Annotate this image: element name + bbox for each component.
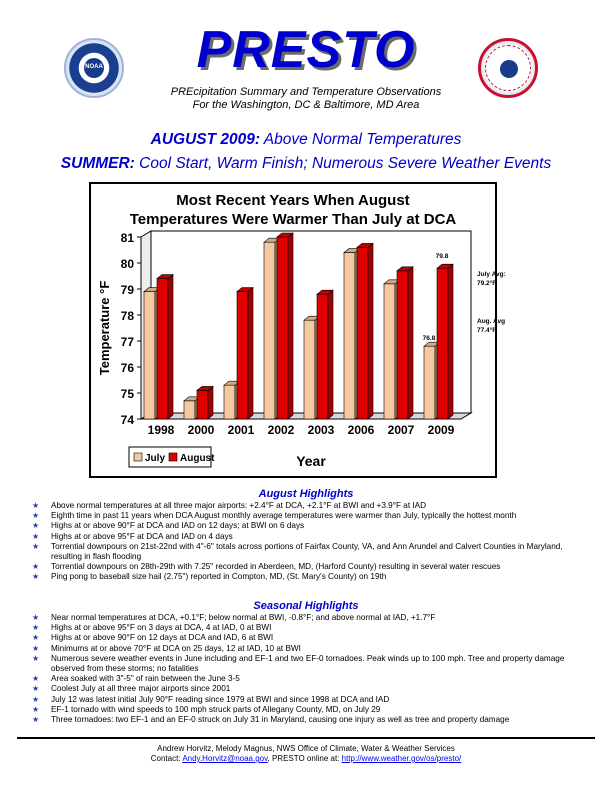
annotation-line2: 77.4°F bbox=[477, 327, 497, 334]
star-bullet-icon: ★ bbox=[32, 541, 40, 551]
subtitle-line2: For the Washington, DC & Baltimore, MD Area bbox=[192, 99, 420, 111]
x-tick-label: 2006 bbox=[347, 423, 375, 437]
footer-authors: Andrew Horvitz, Melody Magnus, NWS Office of Climate, Water & Weather Services bbox=[157, 744, 455, 753]
x-tick-label: 2002 bbox=[267, 423, 295, 437]
august-highlight-item bbox=[32, 572, 592, 582]
star-bullet-icon: ★ bbox=[32, 715, 40, 725]
seasonal-highlight-item-text: EF-1 tornado with wind speeds to 100 mph struck parts of Allegany County, MD, on July 29 bbox=[51, 704, 381, 714]
star-bullet-icon: ★ bbox=[32, 531, 40, 541]
y-tick-label: 80 bbox=[120, 257, 134, 271]
july-bar bbox=[184, 401, 195, 419]
legend-august-swatch bbox=[169, 453, 177, 461]
august-bar-side bbox=[448, 264, 453, 419]
subtitle-line1: PREcipitation Summary and Temperature Observations bbox=[170, 86, 442, 98]
star-bullet-icon: ★ bbox=[32, 674, 40, 684]
august-bar-side bbox=[168, 275, 173, 419]
seasonal-highlight-item-text: Area soaked with 3"-5" of rain between the June 3-5 bbox=[51, 674, 240, 684]
seasonal-highlight-item-text: Numerous severe weather events in June including and EF-1 and two EF-0 tornadoes. Peak winds up to 100 mph. Tree and property damage observed from these storms; no fatalities bbox=[51, 653, 565, 674]
july-bar bbox=[144, 292, 155, 419]
star-bullet-icon: ★ bbox=[32, 511, 40, 521]
annotation-line1: July Avg: bbox=[477, 271, 506, 278]
august-highlights-list bbox=[32, 501, 592, 583]
seasonal-highlight-item bbox=[32, 644, 592, 654]
star-bullet-icon: ★ bbox=[32, 684, 40, 694]
august-bar bbox=[277, 237, 288, 419]
legend-august-label: August bbox=[180, 453, 215, 464]
seasonal-highlight-item-text: Highs at or above 95°F on 3 days at DCA, 4 at IAD, 0 at BWI bbox=[51, 623, 272, 633]
footer-divider bbox=[17, 737, 595, 739]
august-highlight-item bbox=[32, 521, 592, 531]
legend-july-label: July bbox=[145, 453, 166, 464]
august-bar bbox=[317, 294, 328, 419]
page-title: PRESTO bbox=[196, 21, 416, 79]
august-highlight-item bbox=[32, 532, 592, 542]
seasonal-highlight-item-text: Minimums at or above 70°F at DCA on 25 days, 12 at IAD, 10 at BWI bbox=[51, 643, 301, 653]
x-tick-label: 2000 bbox=[187, 423, 215, 437]
noaa-logo-text: NOAA bbox=[85, 64, 103, 70]
x-tick-label: 1998 bbox=[147, 423, 175, 437]
legend-july-swatch bbox=[134, 453, 142, 461]
july-bar bbox=[424, 346, 435, 419]
y-tick-label: 77 bbox=[120, 335, 134, 349]
seasonal-highlight-item bbox=[32, 695, 592, 705]
july-bar bbox=[304, 320, 315, 419]
headline-august-rest: Above Normal Temperatures bbox=[260, 131, 462, 148]
data-label-august-2009: 79.8 bbox=[435, 253, 449, 261]
august-highlight-item-text: Ping pong to baseball size hail (2.75") reported in Compton, MD, (St. Mary's County) on 19th bbox=[51, 572, 387, 582]
august-bar bbox=[357, 247, 368, 419]
august-bar bbox=[157, 279, 168, 419]
august-bar bbox=[237, 292, 248, 419]
contact-email-link[interactable]: Andy.Horvitz@noaa.gov bbox=[182, 754, 268, 763]
chart-title-line1: Most Recent Years When August bbox=[176, 192, 410, 209]
x-axis-label: Year bbox=[296, 453, 326, 469]
footer-contact-label: Contact: bbox=[150, 754, 183, 763]
y-axis-label: Temperature °F bbox=[97, 280, 112, 376]
august-bar-side bbox=[208, 386, 213, 419]
star-bullet-icon: ★ bbox=[32, 521, 40, 531]
seasonal-highlight-item bbox=[32, 654, 592, 674]
star-bullet-icon: ★ bbox=[32, 694, 40, 704]
star-bullet-icon: ★ bbox=[32, 653, 40, 663]
headline-august bbox=[0, 131, 612, 149]
seasonal-highlight-item-text: July 12 was latest initial July 90°F reading since 1979 at BWI and since 1998 at DCA and IAD bbox=[51, 694, 390, 704]
y-tick-label: 75 bbox=[120, 387, 134, 401]
july-bar bbox=[224, 385, 235, 419]
footer-online-label: , PRESTO online at: bbox=[267, 754, 342, 763]
july-bar bbox=[264, 242, 275, 419]
star-bullet-icon: ★ bbox=[32, 623, 40, 633]
july-bar bbox=[384, 284, 395, 419]
x-tick-label: 2003 bbox=[307, 423, 335, 437]
seasonal-highlights-list bbox=[32, 613, 592, 725]
august-highlight-item bbox=[32, 501, 592, 511]
august-highlight-item bbox=[32, 562, 592, 572]
star-bullet-icon: ★ bbox=[32, 562, 40, 572]
temperature-chart bbox=[89, 182, 506, 478]
august-highlight-item-text: Torrential downpours on 21st-22nd with 4"-6" totals across portions of Fairfax County, VA, and Ann Arundel and Calvert Counties in Maryland, resulting in flash flooding bbox=[51, 541, 563, 562]
seasonal-highlight-item bbox=[32, 705, 592, 715]
august-highlight-item bbox=[32, 542, 592, 562]
presto-url-link[interactable]: http://www.weather.gov/os/presto/ bbox=[341, 754, 462, 763]
august-highlight-item-text: Eighth time in past 11 years when DCA August monthly average temperatures were warmer than July, typically the hottest month bbox=[51, 511, 517, 521]
august-highlight-item-text: Torrential downpours on 28th-29th with 7.25" recorded in Aberdeen, MD, (Harford County) resulting in several water rescues bbox=[51, 562, 501, 572]
august-bar-side bbox=[248, 288, 253, 419]
seasonal-highlight-item bbox=[32, 674, 592, 684]
x-tick-label: 2001 bbox=[227, 423, 255, 437]
august-highlight-item bbox=[32, 511, 592, 521]
seasonal-highlight-item bbox=[32, 633, 592, 643]
headline-summer-lead: SUMMER: bbox=[60, 155, 135, 172]
star-bullet-icon: ★ bbox=[32, 643, 40, 653]
data-label-july-2009: 76.8 bbox=[422, 335, 436, 343]
august-bar bbox=[397, 271, 408, 419]
seasonal-highlight-item-text: Three tornadoes: two EF-1 and an EF-0 struck on July 31 in Maryland, causing one injury as well as tree and property damage bbox=[51, 715, 510, 725]
star-bullet-icon: ★ bbox=[32, 633, 40, 643]
seasonal-highlight-item bbox=[32, 623, 592, 633]
headline-summer bbox=[0, 155, 612, 173]
august-bar-side bbox=[368, 243, 373, 419]
star-bullet-icon: ★ bbox=[32, 572, 40, 582]
seasonal-highlights-title: Seasonal Highlights bbox=[253, 600, 359, 612]
x-tick-label: 2007 bbox=[387, 423, 415, 437]
headline-summer-rest: Cool Start, Warm Finish; Numerous Severe Weather Events bbox=[134, 155, 552, 172]
star-bullet-icon: ★ bbox=[32, 501, 40, 510]
august-highlight-item-text: Highs at or above 95°F at DCA and IAD on 4 days bbox=[51, 531, 233, 541]
august-bar-side bbox=[288, 233, 293, 419]
seasonal-highlight-item-text: Near normal temperatures at DCA, +0.1°F; below normal at BWI, -0.8°F; and above normal at IAD, +1.7°F bbox=[51, 613, 436, 622]
august-highlight-item-text: Highs at or above 90°F at DCA and IAD on 12 days; at BWI on 6 days bbox=[51, 521, 305, 531]
august-bar-side bbox=[408, 267, 413, 419]
y-tick-label: 76 bbox=[120, 361, 134, 375]
seasonal-highlight-item-text: Highs at or above 90°F on 12 days at DCA and IAD, 6 at BWI bbox=[51, 633, 274, 643]
x-tick-label: 2009 bbox=[427, 423, 455, 437]
footer-contact bbox=[0, 754, 612, 764]
annotation-line2: 79.2°F bbox=[477, 280, 497, 287]
seasonal-highlight-item-text: Coolest July at all three major airports since 2001 bbox=[51, 684, 231, 694]
seasonal-highlight-item bbox=[32, 715, 592, 725]
august-bar bbox=[197, 390, 208, 419]
august-highlight-item-text: Above normal temperatures at all three major airports: +2.4°F at DCA, +2.1°F at BWI and +3.9°F at IAD bbox=[51, 501, 427, 510]
august-bar bbox=[437, 268, 448, 419]
seasonal-highlight-item bbox=[32, 613, 592, 623]
seasonal-highlight-item bbox=[32, 684, 592, 694]
star-bullet-icon: ★ bbox=[32, 704, 40, 714]
chart-svg bbox=[91, 184, 506, 476]
chart-title-line2: Temperatures Were Warmer Than July at DCA bbox=[129, 211, 457, 228]
y-tick-label: 78 bbox=[120, 309, 134, 323]
y-tick-label: 74 bbox=[120, 413, 134, 427]
y-tick-label: 79 bbox=[120, 283, 134, 297]
annotation-line1: Aug. Avg bbox=[477, 318, 506, 325]
july-bar bbox=[344, 253, 355, 419]
august-bar-side bbox=[328, 290, 333, 419]
star-bullet-icon: ★ bbox=[32, 613, 40, 622]
august-highlights-title: August Highlights bbox=[258, 488, 354, 500]
y-tick-label: 81 bbox=[120, 231, 134, 245]
headline-august-lead: AUGUST 2009: bbox=[150, 131, 261, 148]
